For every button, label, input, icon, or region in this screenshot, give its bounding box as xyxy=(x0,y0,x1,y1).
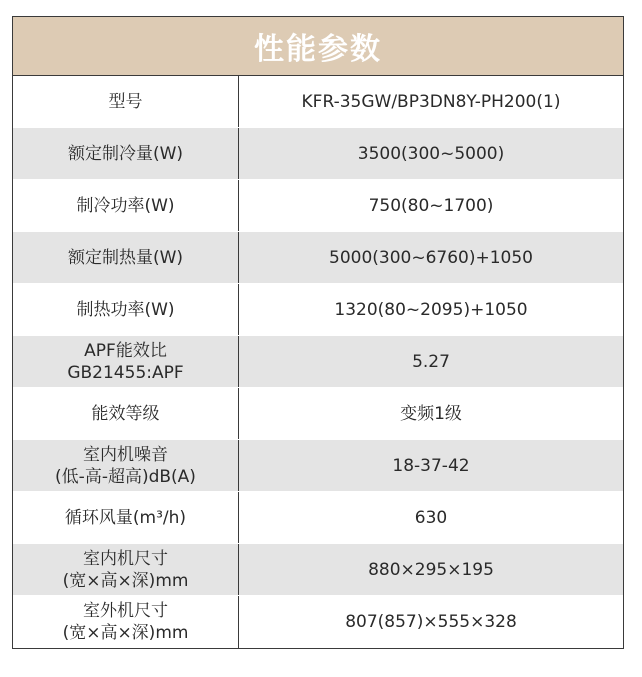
row-label: 制热功率(W) xyxy=(13,284,239,335)
row-label: 室内机尺寸 (宽×高×深)mm xyxy=(13,544,239,595)
row-value: 630 xyxy=(414,507,448,528)
row-label: 能效等级 xyxy=(13,388,239,439)
row-label: 额定制热量(W) xyxy=(13,232,239,283)
table-row xyxy=(13,492,623,544)
row-value: 880×295×195 xyxy=(368,559,494,580)
table-row xyxy=(13,180,623,232)
row-value: 18-37-42 xyxy=(392,455,470,476)
row-value: 807(857)×555×328 xyxy=(345,612,517,632)
row-value: KFR-35GW/BP3DN8Y-PH200(1) xyxy=(301,91,561,112)
table-title: 性能参数 xyxy=(13,17,623,76)
table-row xyxy=(13,232,623,284)
table-row xyxy=(13,284,623,336)
row-value: 3500(300~5000) xyxy=(357,143,505,164)
table-row xyxy=(13,388,623,440)
spec-table xyxy=(12,16,624,649)
row-value: 变频1级 xyxy=(400,403,462,424)
row-label: APF能效比 GB21455:APF xyxy=(13,336,239,387)
row-label: 型号 xyxy=(13,76,239,127)
row-label: 额定制冷量(W) xyxy=(13,128,239,179)
row-label: 制冷功率(W) xyxy=(13,180,239,231)
row-label: 室外机尺寸 (宽×高×深)mm xyxy=(13,596,239,648)
row-value: 1320(80~2095)+1050 xyxy=(334,299,528,320)
row-value: 5.27 xyxy=(412,351,450,372)
table-row xyxy=(13,440,623,492)
table-row xyxy=(13,596,623,648)
table-row xyxy=(13,76,623,128)
row-value: 5000(300~6760)+1050 xyxy=(329,247,533,268)
table-row xyxy=(13,544,623,596)
table-row xyxy=(13,128,623,180)
row-value: 750(80~1700) xyxy=(368,195,494,216)
row-label: 循环风量(m³/h) xyxy=(13,492,239,543)
row-label: 室内机噪音 (低-高-超高)dB(A) xyxy=(13,440,239,491)
table-row xyxy=(13,336,623,388)
